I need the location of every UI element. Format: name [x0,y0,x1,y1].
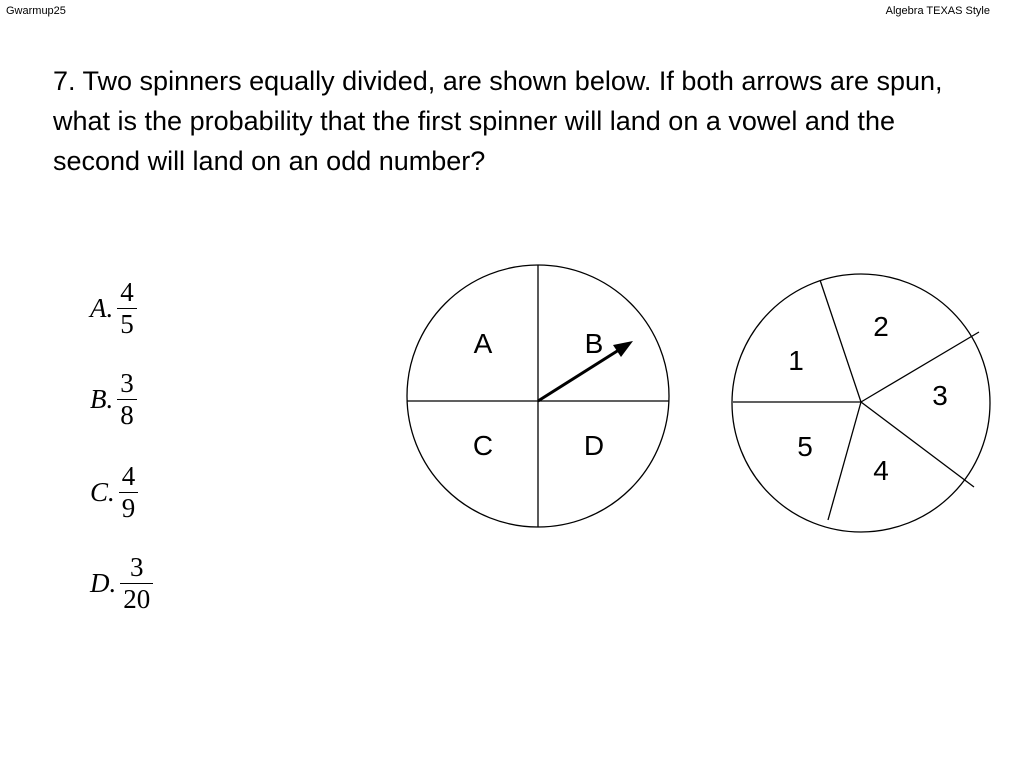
letter-section-c: C [472,430,494,461]
number-spinner-divider-1 [820,280,861,402]
choice-b-denominator: 8 [117,399,137,431]
choice-a-denominator: 5 [117,308,137,340]
number-section-3: 3 [932,380,948,411]
question-text: 7. Two spinners equally divided, are shown below. If both arrows are spun, what is the probability that the first spinner will land on a vowel and the second will land on an odd number? [53,66,943,176]
letter-spinner [407,265,669,527]
number-spinner-divider-2 [861,332,979,402]
choice-a-label: A. [90,292,114,323]
letter-section-a: A [473,328,493,359]
choice-d-label: D. [90,567,117,598]
choice-c-numerator: 4 [121,460,136,491]
choice-a-numerator: 4 [120,276,134,307]
header-right-label: Algebra TEXAS Style [885,5,990,17]
choice-d-numerator: 3 [130,551,144,582]
letter-section-d: D [583,430,605,461]
choice-b-label: B. [90,383,114,414]
number-section-4: 4 [873,455,889,486]
number-section-5: 5 [797,431,813,462]
number-section-2: 2 [873,311,889,342]
choice-c-denominator: 9 [119,492,139,524]
letter-section-b: B [584,328,604,359]
spinner-arrow-head [613,341,633,357]
number-spinner-divider-4 [828,402,861,520]
number-spinner [732,274,990,532]
number-section-1: 1 [788,345,804,376]
choice-d-denominator: 20 [120,583,153,615]
spinner-arrow-shaft [538,348,622,401]
choice-b-numerator: 3 [120,367,134,398]
choice-c-label: C. [90,476,115,507]
header-left-label: Gwarmup25 [6,5,66,17]
